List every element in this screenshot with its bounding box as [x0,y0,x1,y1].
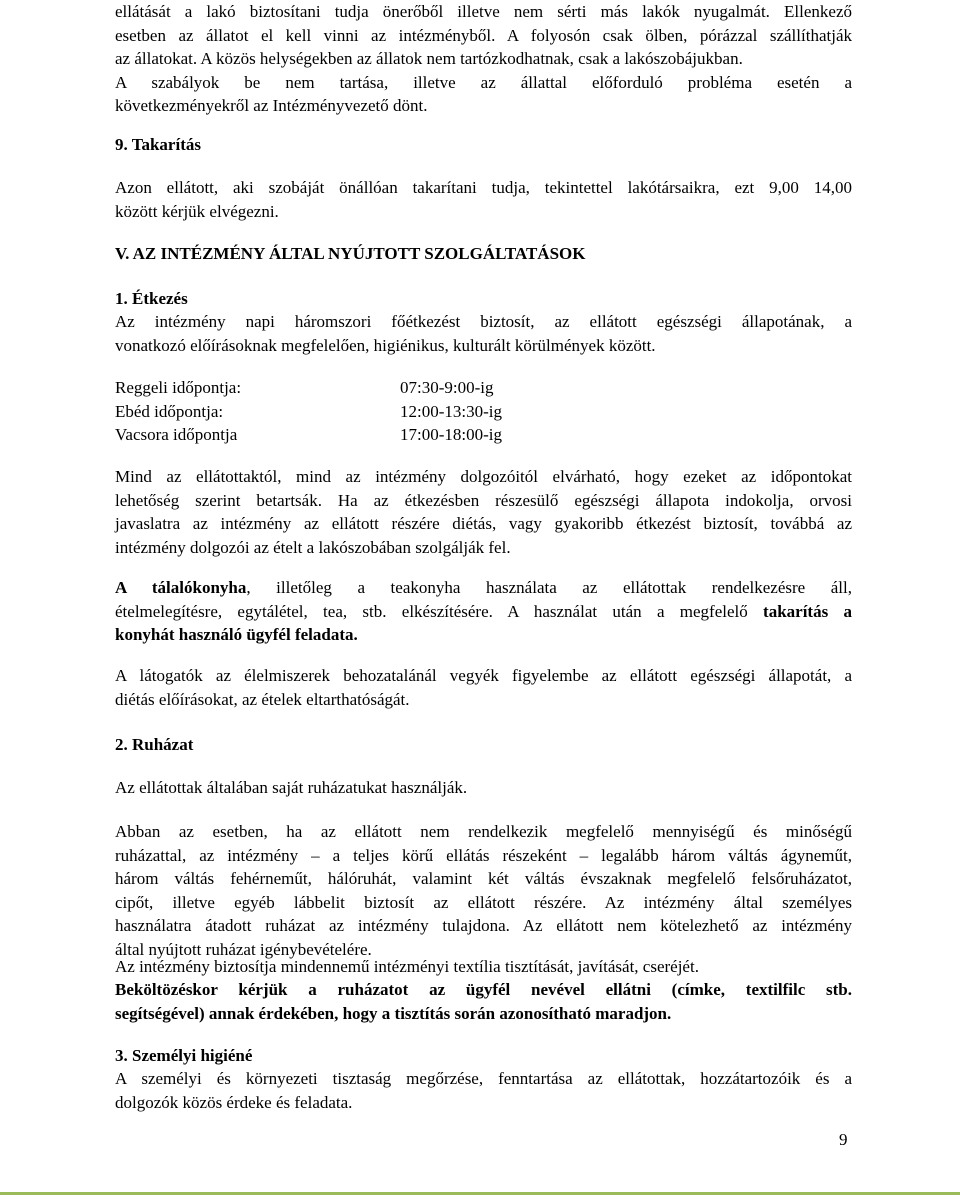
bold-text: konyhát használó ügyfél feladata. [115,625,358,644]
text-line: lehetőség szerint betartsák. Ha az étkezésben részesülő egészségi állapota indokolja, orvosi [115,490,852,510]
text-line: javaslatra az intézmény az ellátott részére diétás, vagy gyakoribb étkezést biztosít, továbbá az [115,514,852,533]
section-heading-ruhazat: 2. Ruházat [115,735,194,754]
text-line: az állatokat. A közös helységekben az állatok nem tartózkodhatnak, csak a lakószobájukban. [115,49,743,68]
text-line: vonatkozó előírásoknak megfelelően, higiénikus, kulturált körülmények között. [115,335,656,355]
ruhazat-paragraph-3: Az intézmény biztosítja mindennemű intézményi textília tisztítását, javítását, cseréjét. [115,957,699,976]
text-line [115,623,852,647]
text-line: intézmény dolgozói az ételt a lakószobában szolgálják fel. [115,537,511,557]
text-run: , illetőleg a teakonyha használata az ellátottak rendelkezésre áll, [246,578,853,597]
text-line: által nyújtott ruházat igénybevételére. [115,939,372,959]
text-line: Beköltözéskor kérjük a ruházatot az ügyfél nevével ellátni (címke, textilfilc stb. [115,980,852,999]
text-line: esetben az állatot el kell vinni az intézményből. A folyosón csak ölben, pórázzal szállíthatják [115,25,852,45]
text-line: következményekről az Intézményvezető dönt. [115,96,428,115]
section-heading-etkezes: 1. Étkezés [115,289,188,308]
szemelyi-paragraph [115,1067,852,1114]
text-line: dolgozók közös érdeke és feladata. [115,1092,353,1112]
section-heading-szemelyi-higiene: 3. Személyi higiéné [115,1046,253,1065]
text-line: cipőt, illetve egyéb lábbelit biztosít az ellátott részére. Az intézmény által személyes [115,892,852,912]
text-line: segítségével) annak érdekében, hogy a tisztítás során azonosítható maradjon. [115,1003,672,1023]
intro-paragraph [115,0,852,118]
talalokonyha-paragraph [115,576,852,647]
page-number: 9 [839,1130,848,1149]
text-line: között kérjük elvégezni. [115,201,279,221]
takaritas-paragraph [115,176,852,223]
ruhazat-paragraph-2 [115,820,852,961]
etkezes-paragraph [115,310,852,357]
text-line: ellátását a lakó biztosítani tudja önerőből illetve nem sérti más lakók nyugalmát. Ellenkező [115,2,852,21]
text-line: használatra átadott ruházat az intézmény tulajdona. Az ellátott nem kötelezhető az intézmény [115,916,852,935]
text-run: ételmelegítésre, egytálétel, tea, stb. elkészítésére. A használat után a megfelelő [115,601,764,621]
meal-time-row [115,376,852,400]
text-line: Az intézmény napi háromszori főétkezést biztosít, az ellátott egészségi állapotának, a [115,312,852,331]
text-line: A szabályok be nem tartása, illetve az állattal előforduló probléma esetén a [115,72,852,92]
ruhazat-paragraph-1: Az ellátottak általában saját ruházatukat használják. [115,778,468,797]
text-line [115,576,852,600]
ruhazat-bold-paragraph [115,978,852,1025]
meal-time-row [115,423,852,447]
chapter-heading-v: V. AZ INTÉZMÉNY ÁLTAL NYÚJTOTT SZOLGÁLTATÁSOK [115,244,586,263]
etkezes-paragraph-2 [115,465,852,559]
meal-time-row [115,400,852,424]
meal-time: 07:30-9:00-ig [400,378,494,397]
text-line: Azon ellátott, aki szobáját önállóan takarítani tudja, tekintettel lakótársaikra, ezt 9,00 14,00 [115,178,852,197]
meal-times-table [115,376,852,448]
meal-label: Ebéd időpontja: [115,401,224,421]
meal-label: Vacsora időpontja [115,425,238,444]
bold-text: takarítás a [763,601,852,621]
text-line: Mind az ellátottaktól, mind az intézmény dolgozóitól elvárható, hogy ezeket az időpontokat [115,467,852,486]
bold-text: A tálalókonyha [115,578,247,597]
text-line: A látogatók az élelmiszerek behozatalánál vegyék figyelembe az ellátott egészségi állapotát, a [115,666,852,685]
footer-divider [0,1192,960,1195]
text-line: A személyi és környezeti tisztaság megőrzése, fenntartása az ellátottak, hozzátartozóik és a [115,1069,852,1088]
meal-time: 17:00-18:00-ig [400,425,502,444]
meal-label: Reggeli időpontja: [115,378,242,397]
text-line: ruházattal, az intézmény – a teljes körű ellátás részeként – legalább három váltás ágyneműt, [115,845,852,865]
text-line: diétás előírásokat, az ételek eltarthatóságát. [115,689,410,709]
text-line [115,600,852,624]
text-line: Abban az esetben, ha az ellátott nem rendelkezik megfelelő mennyiségű és minőségű [115,822,852,841]
meal-time: 12:00-13:30-ig [400,401,502,421]
section-heading-takaritas: 9. Takarítás [115,135,201,154]
latogatok-paragraph [115,664,852,711]
text-line: három váltás fehérneműt, hálóruhát, valamint két váltás évszaknak megfelelő felsőruházatot, [115,869,852,888]
